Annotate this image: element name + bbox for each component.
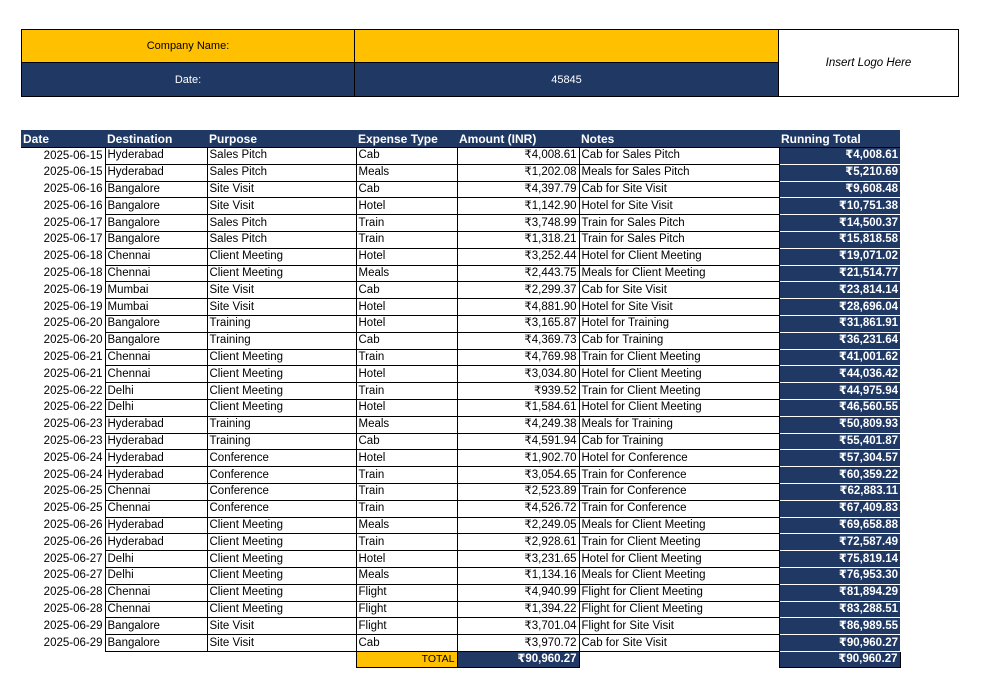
cell-expense-type[interactable]: Cab bbox=[356, 282, 457, 299]
cell-running-total[interactable]: ₹69,658.88 bbox=[779, 517, 900, 534]
cell-notes[interactable]: Hotel for Training bbox=[579, 315, 779, 332]
cell-date[interactable]: 2025-06-23 bbox=[21, 433, 105, 450]
cell-purpose[interactable]: Sales Pitch bbox=[207, 148, 356, 165]
cell-notes[interactable]: Train for Sales Pitch bbox=[579, 215, 779, 232]
cell-amount[interactable]: ₹4,940.99 bbox=[457, 584, 579, 601]
cell-destination[interactable]: Bangalore bbox=[105, 332, 207, 349]
cell-expense-type[interactable]: Hotel bbox=[356, 248, 457, 265]
cell-destination[interactable]: Hyderabad bbox=[105, 164, 207, 181]
cell-amount[interactable]: ₹3,231.65 bbox=[457, 551, 579, 568]
cell-destination[interactable]: Bangalore bbox=[105, 215, 207, 232]
cell-date[interactable]: 2025-06-19 bbox=[21, 299, 105, 316]
cell-amount[interactable]: ₹2,299.37 bbox=[457, 282, 579, 299]
cell-running-total[interactable]: ₹90,960.27 bbox=[779, 635, 900, 652]
cell-expense-type[interactable]: Cab bbox=[356, 635, 457, 652]
cell-notes[interactable]: Train for Client Meeting bbox=[579, 349, 779, 366]
cell-date[interactable]: 2025-06-21 bbox=[21, 349, 105, 366]
table-row bbox=[21, 534, 900, 551]
cell-purpose[interactable]: Client Meeting bbox=[207, 399, 356, 416]
cell-destination[interactable]: Chennai bbox=[105, 248, 207, 265]
total-running[interactable]: ₹90,960.27 bbox=[779, 651, 900, 667]
cell-destination[interactable]: Bangalore bbox=[105, 198, 207, 215]
cell-running-total[interactable]: ₹4,008.61 bbox=[779, 148, 900, 165]
cell-purpose[interactable]: Client Meeting bbox=[207, 366, 356, 383]
cell-date[interactable]: 2025-06-17 bbox=[21, 231, 105, 248]
company-name-value-cell[interactable] bbox=[355, 30, 779, 63]
cell-date[interactable]: 2025-06-22 bbox=[21, 399, 105, 416]
cell-running-total[interactable]: ₹14,500.37 bbox=[779, 215, 900, 232]
table-row bbox=[21, 483, 900, 500]
empty-cell bbox=[207, 651, 356, 667]
cell-notes[interactable]: Meals for Client Meeting bbox=[579, 567, 779, 584]
cell-notes[interactable]: Cab for Site Visit bbox=[579, 181, 779, 198]
cell-amount[interactable]: ₹939.52 bbox=[457, 383, 579, 400]
cell-date[interactable]: 2025-06-19 bbox=[21, 282, 105, 299]
cell-destination[interactable]: Delhi bbox=[105, 399, 207, 416]
cell-purpose[interactable]: Site Visit bbox=[207, 181, 356, 198]
cell-running-total[interactable]: ₹62,883.11 bbox=[779, 483, 900, 500]
cell-amount[interactable]: ₹3,034.80 bbox=[457, 366, 579, 383]
cell-notes[interactable]: Cab for Training bbox=[579, 332, 779, 349]
cell-purpose[interactable]: Site Visit bbox=[207, 618, 356, 635]
table-row bbox=[21, 366, 900, 383]
cell-amount[interactable]: ₹3,748.99 bbox=[457, 215, 579, 232]
table-row bbox=[21, 433, 900, 450]
cell-notes[interactable]: Flight for Client Meeting bbox=[579, 601, 779, 618]
cell-purpose[interactable]: Client Meeting bbox=[207, 265, 356, 282]
cell-notes[interactable]: Train for Conference bbox=[579, 467, 779, 484]
col-header-running-total[interactable]: Running Total bbox=[779, 130, 900, 148]
expense-table-header bbox=[21, 130, 900, 148]
table-row bbox=[21, 450, 900, 467]
cell-destination[interactable]: Hyderabad bbox=[105, 467, 207, 484]
cell-running-total[interactable]: ₹67,409.83 bbox=[779, 500, 900, 517]
cell-purpose[interactable]: Client Meeting bbox=[207, 534, 356, 551]
col-header-expense-type[interactable]: Expense Type bbox=[356, 130, 457, 148]
cell-running-total[interactable]: ₹19,071.02 bbox=[779, 248, 900, 265]
cell-notes[interactable]: Train for Client Meeting bbox=[579, 383, 779, 400]
cell-purpose[interactable]: Site Visit bbox=[207, 299, 356, 316]
cell-amount[interactable]: ₹3,252.44 bbox=[457, 248, 579, 265]
cell-running-total[interactable]: ₹81,894.29 bbox=[779, 584, 900, 601]
cell-destination[interactable]: Bangalore bbox=[105, 181, 207, 198]
cell-destination[interactable]: Delhi bbox=[105, 567, 207, 584]
cell-expense-type[interactable]: Meals bbox=[356, 265, 457, 282]
cell-expense-type[interactable]: Meals bbox=[356, 567, 457, 584]
cell-purpose[interactable]: Site Visit bbox=[207, 282, 356, 299]
cell-running-total[interactable]: ₹86,989.55 bbox=[779, 618, 900, 635]
cell-notes[interactable]: Cab for Sales Pitch bbox=[579, 148, 779, 165]
cell-destination[interactable]: Delhi bbox=[105, 551, 207, 568]
table-row bbox=[21, 215, 900, 232]
cell-notes[interactable]: Hotel for Site Visit bbox=[579, 299, 779, 316]
table-row bbox=[21, 567, 900, 584]
cell-date[interactable]: 2025-06-27 bbox=[21, 551, 105, 568]
company-name-label: Company Name: bbox=[146, 40, 230, 52]
cell-running-total[interactable]: ₹55,401.87 bbox=[779, 433, 900, 450]
cell-destination[interactable]: Hyderabad bbox=[105, 433, 207, 450]
cell-notes[interactable]: Hotel for Client Meeting bbox=[579, 399, 779, 416]
cell-date[interactable]: 2025-06-18 bbox=[21, 248, 105, 265]
cell-destination[interactable]: Bangalore bbox=[105, 231, 207, 248]
cell-running-total[interactable]: ₹5,210.69 bbox=[779, 164, 900, 181]
logo-placeholder: Insert Logo Here bbox=[825, 57, 912, 69]
cell-notes[interactable]: Meals for Client Meeting bbox=[579, 517, 779, 534]
cell-notes[interactable]: Meals for Sales Pitch bbox=[579, 164, 779, 181]
cell-date[interactable]: 2025-06-15 bbox=[21, 148, 105, 165]
cell-date[interactable]: 2025-06-23 bbox=[21, 416, 105, 433]
cell-notes[interactable]: Cab for Training bbox=[579, 433, 779, 450]
cell-destination[interactable]: Delhi bbox=[105, 383, 207, 400]
table-row bbox=[21, 467, 900, 484]
cell-date[interactable]: 2025-06-29 bbox=[21, 618, 105, 635]
table-row bbox=[21, 551, 900, 568]
cell-running-total[interactable]: ₹50,809.93 bbox=[779, 416, 900, 433]
cell-date[interactable]: 2025-06-25 bbox=[21, 500, 105, 517]
cell-notes[interactable]: Train for Conference bbox=[579, 483, 779, 500]
cell-notes[interactable]: Meals for Client Meeting bbox=[579, 265, 779, 282]
cell-amount[interactable]: ₹4,881.90 bbox=[457, 299, 579, 316]
cell-expense-type[interactable]: Hotel bbox=[356, 299, 457, 316]
cell-purpose[interactable]: Conference bbox=[207, 467, 356, 484]
cell-notes[interactable]: Cab for Site Visit bbox=[579, 635, 779, 652]
cell-destination[interactable]: Chennai bbox=[105, 584, 207, 601]
cell-expense-type[interactable]: Hotel bbox=[356, 198, 457, 215]
cell-purpose[interactable]: Client Meeting bbox=[207, 551, 356, 568]
cell-expense-type[interactable]: Cab bbox=[356, 181, 457, 198]
cell-destination[interactable]: Hyderabad bbox=[105, 148, 207, 165]
cell-expense-type[interactable]: Hotel bbox=[356, 315, 457, 332]
table-row bbox=[21, 231, 900, 248]
cell-date[interactable]: 2025-06-15 bbox=[21, 164, 105, 181]
cell-purpose[interactable]: Site Visit bbox=[207, 198, 356, 215]
cell-purpose[interactable]: Conference bbox=[207, 483, 356, 500]
cell-destination[interactable]: Chennai bbox=[105, 483, 207, 500]
cell-purpose[interactable]: Client Meeting bbox=[207, 349, 356, 366]
cell-amount[interactable]: ₹1,142.90 bbox=[457, 198, 579, 215]
cell-destination[interactable]: Hyderabad bbox=[105, 517, 207, 534]
cell-date[interactable]: 2025-06-24 bbox=[21, 450, 105, 467]
cell-notes[interactable]: Train for Sales Pitch bbox=[579, 231, 779, 248]
cell-running-total[interactable]: ₹9,608.48 bbox=[779, 181, 900, 198]
table-row bbox=[21, 500, 900, 517]
cell-running-total[interactable]: ₹57,304.57 bbox=[779, 450, 900, 467]
cell-amount[interactable]: ₹4,369.73 bbox=[457, 332, 579, 349]
cell-notes[interactable]: Hotel for Conference bbox=[579, 450, 779, 467]
table-row bbox=[21, 181, 900, 198]
cell-amount[interactable]: ₹4,008.61 bbox=[457, 148, 579, 165]
cell-date[interactable]: 2025-06-18 bbox=[21, 265, 105, 282]
table-row bbox=[21, 416, 900, 433]
cell-amount[interactable]: ₹3,970.72 bbox=[457, 635, 579, 652]
cell-amount[interactable]: ₹1,134.16 bbox=[457, 567, 579, 584]
col-header-destination[interactable]: Destination bbox=[105, 130, 207, 148]
table-row bbox=[21, 635, 900, 652]
cell-destination[interactable]: Hyderabad bbox=[105, 450, 207, 467]
cell-destination[interactable]: Bangalore bbox=[105, 618, 207, 635]
cell-date[interactable]: 2025-06-24 bbox=[21, 467, 105, 484]
cell-destination[interactable]: Chennai bbox=[105, 265, 207, 282]
cell-expense-type[interactable]: Hotel bbox=[356, 551, 457, 568]
table-row bbox=[21, 315, 900, 332]
cell-expense-type[interactable]: Cab bbox=[356, 148, 457, 165]
cell-notes[interactable]: Hotel for Client Meeting bbox=[579, 551, 779, 568]
col-header-date[interactable]: Date bbox=[21, 130, 105, 148]
cell-running-total[interactable]: ₹72,587.49 bbox=[779, 534, 900, 551]
cell-running-total[interactable]: ₹41,001.62 bbox=[779, 349, 900, 366]
cell-expense-type[interactable]: Train bbox=[356, 500, 457, 517]
cell-expense-type[interactable]: Meals bbox=[356, 164, 457, 181]
cell-date[interactable]: 2025-06-16 bbox=[21, 198, 105, 215]
date-label: Date: bbox=[174, 73, 202, 86]
cell-expense-type[interactable]: Meals bbox=[356, 517, 457, 534]
table-row bbox=[21, 618, 900, 635]
cell-notes[interactable]: Cab for Site Visit bbox=[579, 282, 779, 299]
cell-purpose[interactable]: Client Meeting bbox=[207, 383, 356, 400]
cell-destination[interactable]: Mumbai bbox=[105, 299, 207, 316]
cell-purpose[interactable]: Sales Pitch bbox=[207, 164, 356, 181]
cell-running-total[interactable]: ₹21,514.77 bbox=[779, 265, 900, 282]
company-name-label-cell[interactable] bbox=[22, 30, 355, 63]
cell-amount[interactable]: ₹2,523.89 bbox=[457, 483, 579, 500]
cell-running-total[interactable]: ₹36,231.64 bbox=[779, 332, 900, 349]
cell-purpose[interactable]: Client Meeting bbox=[207, 248, 356, 265]
cell-purpose[interactable]: Training bbox=[207, 416, 356, 433]
cell-expense-type[interactable]: Cab bbox=[356, 332, 457, 349]
cell-purpose[interactable]: Site Visit bbox=[207, 635, 356, 652]
cell-amount[interactable]: ₹1,902.70 bbox=[457, 450, 579, 467]
cell-date[interactable]: 2025-06-26 bbox=[21, 517, 105, 534]
cell-running-total[interactable]: ₹46,560.55 bbox=[779, 399, 900, 416]
cell-expense-type[interactable]: Hotel bbox=[356, 450, 457, 467]
cell-expense-type[interactable]: Hotel bbox=[356, 366, 457, 383]
cell-expense-type[interactable]: Flight bbox=[356, 584, 457, 601]
total-label[interactable]: TOTAL bbox=[356, 651, 457, 667]
cell-expense-type[interactable]: Train bbox=[356, 383, 457, 400]
date-label-cell[interactable] bbox=[22, 63, 355, 97]
cell-amount[interactable]: ₹4,526.72 bbox=[457, 500, 579, 517]
cell-purpose[interactable]: Client Meeting bbox=[207, 601, 356, 618]
cell-date[interactable]: 2025-06-16 bbox=[21, 181, 105, 198]
cell-notes[interactable]: Train for Client Meeting bbox=[579, 534, 779, 551]
cell-amount[interactable]: ₹1,584.61 bbox=[457, 399, 579, 416]
cell-running-total[interactable]: ₹44,975.94 bbox=[779, 383, 900, 400]
cell-date[interactable]: 2025-06-26 bbox=[21, 534, 105, 551]
cell-destination[interactable]: Chennai bbox=[105, 601, 207, 618]
cell-expense-type[interactable]: Train bbox=[356, 467, 457, 484]
cell-purpose[interactable]: Conference bbox=[207, 450, 356, 467]
cell-date[interactable]: 2025-06-29 bbox=[21, 635, 105, 652]
col-header-amount[interactable]: Amount (INR) bbox=[457, 130, 579, 148]
table-row bbox=[21, 517, 900, 534]
cell-running-total[interactable]: ₹28,696.04 bbox=[779, 299, 900, 316]
cell-expense-type[interactable]: Flight bbox=[356, 601, 457, 618]
cell-destination[interactable]: Mumbai bbox=[105, 282, 207, 299]
cell-amount[interactable]: ₹2,443.75 bbox=[457, 265, 579, 282]
cell-running-total[interactable]: ₹83,288.51 bbox=[779, 601, 900, 618]
cell-date[interactable]: 2025-06-22 bbox=[21, 383, 105, 400]
cell-amount[interactable]: ₹4,249.38 bbox=[457, 416, 579, 433]
cell-running-total[interactable]: ₹31,861.91 bbox=[779, 315, 900, 332]
cell-date[interactable]: 2025-06-21 bbox=[21, 366, 105, 383]
cell-destination[interactable]: Bangalore bbox=[105, 635, 207, 652]
table-row bbox=[21, 282, 900, 299]
cell-expense-type[interactable]: Flight bbox=[356, 618, 457, 635]
cell-destination[interactable]: Hyderabad bbox=[105, 416, 207, 433]
cell-purpose[interactable]: Client Meeting bbox=[207, 567, 356, 584]
cell-running-total[interactable]: ₹76,953.30 bbox=[779, 567, 900, 584]
cell-date[interactable]: 2025-06-17 bbox=[21, 215, 105, 232]
header-block bbox=[21, 29, 959, 97]
cell-date[interactable]: 2025-06-27 bbox=[21, 567, 105, 584]
table-row bbox=[21, 265, 900, 282]
table-row bbox=[21, 164, 900, 181]
cell-expense-type[interactable]: Train bbox=[356, 231, 457, 248]
date-value: 45845 bbox=[551, 73, 582, 86]
cell-running-total[interactable]: ₹44,036.42 bbox=[779, 366, 900, 383]
cell-notes[interactable]: Meals for Training bbox=[579, 416, 779, 433]
cell-expense-type[interactable]: Train bbox=[356, 483, 457, 500]
empty-cell bbox=[579, 651, 779, 667]
table-row bbox=[21, 198, 900, 215]
total-row bbox=[21, 651, 900, 667]
table-row bbox=[21, 383, 900, 400]
cell-purpose[interactable]: Sales Pitch bbox=[207, 215, 356, 232]
cell-amount[interactable]: ₹2,249.05 bbox=[457, 517, 579, 534]
cell-running-total[interactable]: ₹23,814.14 bbox=[779, 282, 900, 299]
total-amount[interactable]: ₹90,960.27 bbox=[457, 651, 579, 667]
cell-amount[interactable]: ₹4,591.94 bbox=[457, 433, 579, 450]
cell-notes[interactable]: Hotel for Client Meeting bbox=[579, 248, 779, 265]
col-header-notes[interactable]: Notes bbox=[579, 130, 779, 148]
cell-running-total[interactable]: ₹75,819.14 bbox=[779, 551, 900, 568]
cell-purpose[interactable]: Training bbox=[207, 332, 356, 349]
cell-notes[interactable]: Flight for Client Meeting bbox=[579, 584, 779, 601]
table-row bbox=[21, 601, 900, 618]
cell-destination[interactable]: Chennai bbox=[105, 500, 207, 517]
table-row bbox=[21, 299, 900, 316]
empty-cell bbox=[105, 651, 207, 667]
cell-amount[interactable]: ₹3,165.87 bbox=[457, 315, 579, 332]
cell-amount[interactable]: ₹3,054.65 bbox=[457, 467, 579, 484]
cell-amount[interactable]: ₹1,394.22 bbox=[457, 601, 579, 618]
empty-cell bbox=[21, 651, 105, 667]
logo-placeholder-cell[interactable] bbox=[779, 30, 959, 97]
cell-amount[interactable]: ₹2,928.61 bbox=[457, 534, 579, 551]
cell-running-total[interactable]: ₹60,359.22 bbox=[779, 467, 900, 484]
cell-notes[interactable]: Hotel for Client Meeting bbox=[579, 366, 779, 383]
cell-expense-type[interactable]: Meals bbox=[356, 416, 457, 433]
cell-amount[interactable]: ₹4,769.98 bbox=[457, 349, 579, 366]
cell-expense-type[interactable]: Train bbox=[356, 215, 457, 232]
cell-destination[interactable]: Chennai bbox=[105, 366, 207, 383]
cell-destination[interactable]: Chennai bbox=[105, 349, 207, 366]
table-row bbox=[21, 349, 900, 366]
table-row bbox=[21, 332, 900, 349]
cell-purpose[interactable]: Training bbox=[207, 433, 356, 450]
table-row bbox=[21, 148, 900, 165]
cell-running-total[interactable]: ₹15,818.58 bbox=[779, 231, 900, 248]
cell-amount[interactable]: ₹3,701.04 bbox=[457, 618, 579, 635]
table-row bbox=[21, 584, 900, 601]
cell-amount[interactable]: ₹4,397.79 bbox=[457, 181, 579, 198]
cell-purpose[interactable]: Client Meeting bbox=[207, 584, 356, 601]
cell-purpose[interactable]: Training bbox=[207, 315, 356, 332]
cell-amount[interactable]: ₹1,318.21 bbox=[457, 231, 579, 248]
table-row bbox=[21, 399, 900, 416]
cell-date[interactable]: 2025-06-28 bbox=[21, 584, 105, 601]
cell-notes[interactable]: Train for Conference bbox=[579, 500, 779, 517]
cell-expense-type[interactable]: Train bbox=[356, 534, 457, 551]
cell-destination[interactable]: Hyderabad bbox=[105, 534, 207, 551]
cell-notes[interactable]: Flight for Site Visit bbox=[579, 618, 779, 635]
cell-expense-type[interactable]: Train bbox=[356, 349, 457, 366]
cell-destination[interactable]: Bangalore bbox=[105, 315, 207, 332]
cell-expense-type[interactable]: Cab bbox=[356, 433, 457, 450]
col-header-purpose[interactable]: Purpose bbox=[207, 130, 356, 148]
cell-date[interactable]: 2025-06-25 bbox=[21, 483, 105, 500]
cell-amount[interactable]: ₹1,202.08 bbox=[457, 164, 579, 181]
cell-purpose[interactable]: Sales Pitch bbox=[207, 231, 356, 248]
cell-expense-type[interactable]: Hotel bbox=[356, 399, 457, 416]
cell-date[interactable]: 2025-06-20 bbox=[21, 315, 105, 332]
cell-notes[interactable]: Hotel for Site Visit bbox=[579, 198, 779, 215]
table-row bbox=[21, 248, 900, 265]
cell-date[interactable]: 2025-06-28 bbox=[21, 601, 105, 618]
expense-table bbox=[21, 130, 901, 668]
cell-date[interactable]: 2025-06-20 bbox=[21, 332, 105, 349]
cell-running-total[interactable]: ₹10,751.38 bbox=[779, 198, 900, 215]
cell-purpose[interactable]: Client Meeting bbox=[207, 517, 356, 534]
cell-purpose[interactable]: Conference bbox=[207, 500, 356, 517]
date-value-cell[interactable] bbox=[355, 63, 779, 97]
